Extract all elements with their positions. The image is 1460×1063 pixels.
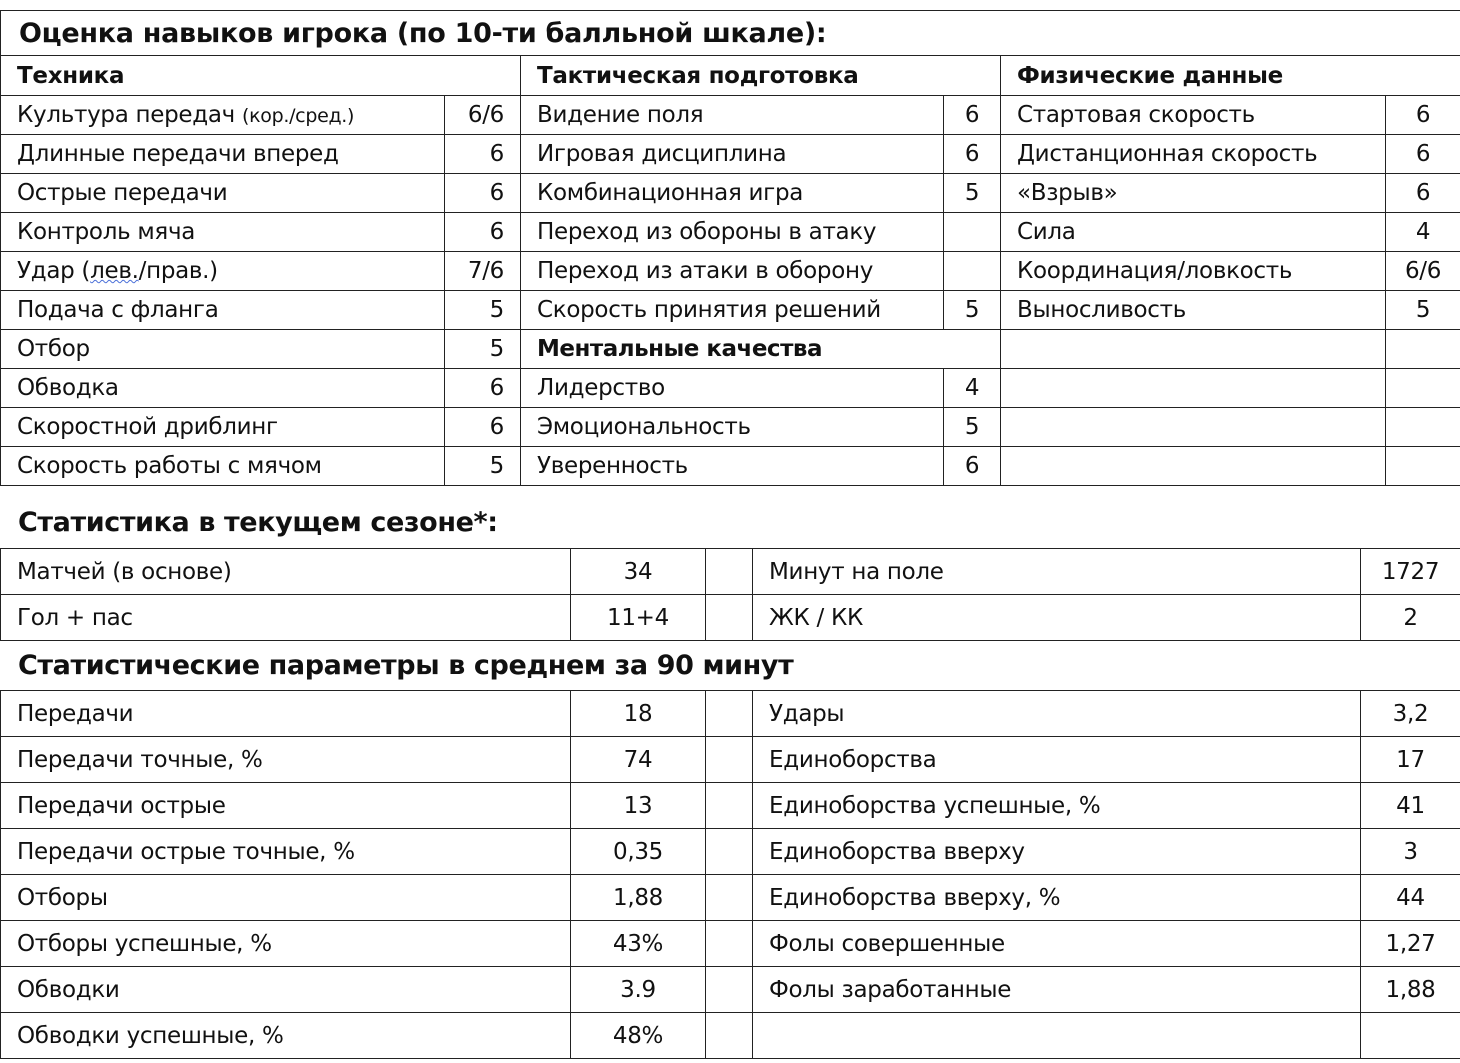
tactics-skill-value: 5 [944, 174, 1001, 213]
stat-name: Единоборства вверху [753, 829, 1361, 875]
skill-name-part: лев. [90, 258, 139, 284]
skills-title: Оценка навыков игрока (по 10-ти балльной шкале): [1, 11, 1460, 56]
empty-cell [1386, 408, 1460, 447]
mental-skill-name: Эмоциональность [521, 408, 944, 447]
stat-name: Фолы совершенные [753, 921, 1361, 967]
physical-skill-value: 6 [1386, 96, 1460, 135]
spacer-cell [706, 921, 753, 967]
technique-skill-value: 5 [445, 330, 521, 369]
empty-cell [1001, 408, 1386, 447]
technique-skill-name [1, 408, 445, 447]
physical-skill-name: Координация/ловкость [1001, 252, 1386, 291]
skill-note: (кор./сред.) [241, 105, 355, 127]
stat-value [1361, 1013, 1460, 1059]
mental-skill-value: 6 [944, 447, 1001, 486]
spacer-cell [706, 1013, 753, 1059]
stat-name: Гол + пас [1, 595, 571, 641]
stat-value: 1,88 [1361, 967, 1460, 1013]
physical-skill-name: «Взрыв» [1001, 174, 1386, 213]
technique-skill-name [1, 135, 445, 174]
skill-name: Контроль мяча [17, 219, 196, 245]
empty-cell [1386, 369, 1460, 408]
physical-skill-value: 6 [1386, 174, 1460, 213]
table-row [1, 829, 1460, 875]
technique-skill-name [1, 174, 445, 213]
physical-skill-value: 6/6 [1386, 252, 1460, 291]
technique-skill-name [1, 252, 445, 291]
physical-skill-name: Стартовая скорость [1001, 96, 1386, 135]
technique-skill-name [1, 369, 445, 408]
stat-name: Передачи острые точные, % [1, 829, 571, 875]
table-row [1, 330, 1460, 369]
spacer-cell [706, 967, 753, 1013]
empty-cell [1386, 330, 1460, 369]
stat-name: Матчей (в основе) [1, 549, 571, 595]
skill-name: Культура передач [17, 102, 235, 128]
table-row [1, 783, 1460, 829]
table-row [1, 875, 1460, 921]
physical-skill-name: Выносливость [1001, 291, 1386, 330]
stat-name [753, 1013, 1361, 1059]
technique-skill-name [1, 447, 445, 486]
skills-table [0, 10, 1460, 486]
skill-name-part: /прав.) [138, 258, 218, 284]
spacer-cell [706, 691, 753, 737]
tactics-skill-name: Переход из обороны в атаку [521, 213, 944, 252]
skill-name: Острые передачи [17, 180, 228, 206]
tactics-skill-name: Видение поля [521, 96, 944, 135]
technique-skill-value: 7/6 [445, 252, 521, 291]
skill-name: Длинные передачи вперед [17, 141, 339, 167]
technique-skill-value: 6/6 [445, 96, 521, 135]
empty-cell [1001, 330, 1386, 369]
spacer-cell [706, 595, 753, 641]
tactics-skill-value: 5 [944, 291, 1001, 330]
table-row [1, 291, 1460, 330]
stat-name: Единоборства успешные, % [753, 783, 1361, 829]
spacer-cell [706, 875, 753, 921]
stat-name: Отборы успешные, % [1, 921, 571, 967]
empty-cell [1001, 369, 1386, 408]
tactics-skill-value [944, 213, 1001, 252]
tactics-skill-name: Скорость принятия решений [521, 291, 944, 330]
empty-cell [1001, 447, 1386, 486]
technique-skill-value: 6 [445, 213, 521, 252]
stat-value: 11+4 [571, 595, 706, 641]
stat-value: 1,27 [1361, 921, 1460, 967]
tactics-skill-name: Игровая дисциплина [521, 135, 944, 174]
spacer-cell [706, 783, 753, 829]
header-technique: Техника [1, 56, 521, 96]
technique-skill-value: 6 [445, 408, 521, 447]
table-row [1, 408, 1460, 447]
physical-skill-value: 4 [1386, 213, 1460, 252]
tactics-skill-value [944, 252, 1001, 291]
technique-skill-name [1, 213, 445, 252]
stat-value: 13 [571, 783, 706, 829]
stat-value: 1727 [1361, 549, 1460, 595]
empty-cell [1386, 447, 1460, 486]
table-row [1, 967, 1460, 1013]
stat-value: 41 [1361, 783, 1460, 829]
spacer-cell [706, 737, 753, 783]
table-row [1, 691, 1460, 737]
season-title: Статистика в текущем сезоне*: [18, 507, 498, 538]
skill-name: Обводка [17, 375, 119, 401]
technique-skill-name [1, 291, 445, 330]
stat-name: Отборы [1, 875, 571, 921]
stat-name: Передачи острые [1, 783, 571, 829]
stat-name: Передачи точные, % [1, 737, 571, 783]
tactics-skill-value: 6 [944, 135, 1001, 174]
technique-skill-value: 6 [445, 135, 521, 174]
technique-skill-value: 6 [445, 174, 521, 213]
table-row [1, 1013, 1460, 1059]
table-row [1, 737, 1460, 783]
table-row [1, 96, 1460, 135]
skill-name: Скоростной дриблинг [17, 414, 278, 440]
stat-name: ЖК / КК [753, 595, 1361, 641]
stat-name: Минут на поле [753, 549, 1361, 595]
physical-skill-name: Дистанционная скорость [1001, 135, 1386, 174]
table-row [1, 174, 1460, 213]
skill-name: Удар ( [17, 258, 91, 284]
technique-skill-value: 5 [445, 447, 521, 486]
stat-value: 18 [571, 691, 706, 737]
table-row [1, 135, 1460, 174]
skill-name: Скорость работы с мячом [17, 453, 322, 479]
stat-value: 48% [571, 1013, 706, 1059]
skill-name: Отбор [17, 336, 90, 362]
stat-value: 3.9 [571, 967, 706, 1013]
technique-skill-name [1, 330, 445, 369]
mental-skill-value: 4 [944, 369, 1001, 408]
stat-value: 2 [1361, 595, 1460, 641]
table-row [1, 595, 1460, 641]
spacer-cell [706, 549, 753, 595]
tactics-skill-value: 6 [944, 96, 1001, 135]
mental-skill-name: Уверенность [521, 447, 944, 486]
table-row [1, 252, 1460, 291]
technique-skill-value: 6 [445, 369, 521, 408]
stat-value: 44 [1361, 875, 1460, 921]
technique-skill-name [1, 96, 445, 135]
mental-header: Ментальные качества [521, 330, 1001, 369]
mental-skill-name: Лидерство [521, 369, 944, 408]
physical-skill-name: Сила [1001, 213, 1386, 252]
stat-value: 74 [571, 737, 706, 783]
tactics-skill-name: Комбинационная игра [521, 174, 944, 213]
stat-name: Удары [753, 691, 1361, 737]
stat-name: Фолы заработанные [753, 967, 1361, 1013]
stat-name: Обводки [1, 967, 571, 1013]
header-tactics: Тактическая подготовка [521, 56, 1001, 96]
table-row [1, 369, 1460, 408]
tactics-skill-name: Переход из атаки в оборону [521, 252, 944, 291]
per90-title: Статистические параметры в среднем за 90 минут [18, 650, 794, 681]
physical-skill-value: 5 [1386, 291, 1460, 330]
technique-skill-value: 5 [445, 291, 521, 330]
stat-value: 1,88 [571, 875, 706, 921]
table-row [1, 549, 1460, 595]
table-row [1, 921, 1460, 967]
stat-value: 43% [571, 921, 706, 967]
per90-stats-table [0, 690, 1460, 1059]
physical-skill-value: 6 [1386, 135, 1460, 174]
skill-name: Подача с фланга [17, 297, 219, 323]
header-physical: Физические данные [1001, 56, 1460, 96]
stat-name: Единоборства вверху, % [753, 875, 1361, 921]
stat-value: 3,2 [1361, 691, 1460, 737]
stat-value: 17 [1361, 737, 1460, 783]
table-row [1, 213, 1460, 252]
spacer-cell [706, 829, 753, 875]
stat-value: 3 [1361, 829, 1460, 875]
stat-name: Единоборства [753, 737, 1361, 783]
stat-value: 0,35 [571, 829, 706, 875]
stat-name: Обводки успешные, % [1, 1013, 571, 1059]
season-stats-table [0, 548, 1460, 641]
table-row [1, 447, 1460, 486]
stat-value: 34 [571, 549, 706, 595]
mental-skill-value: 5 [944, 408, 1001, 447]
stat-name: Передачи [1, 691, 571, 737]
